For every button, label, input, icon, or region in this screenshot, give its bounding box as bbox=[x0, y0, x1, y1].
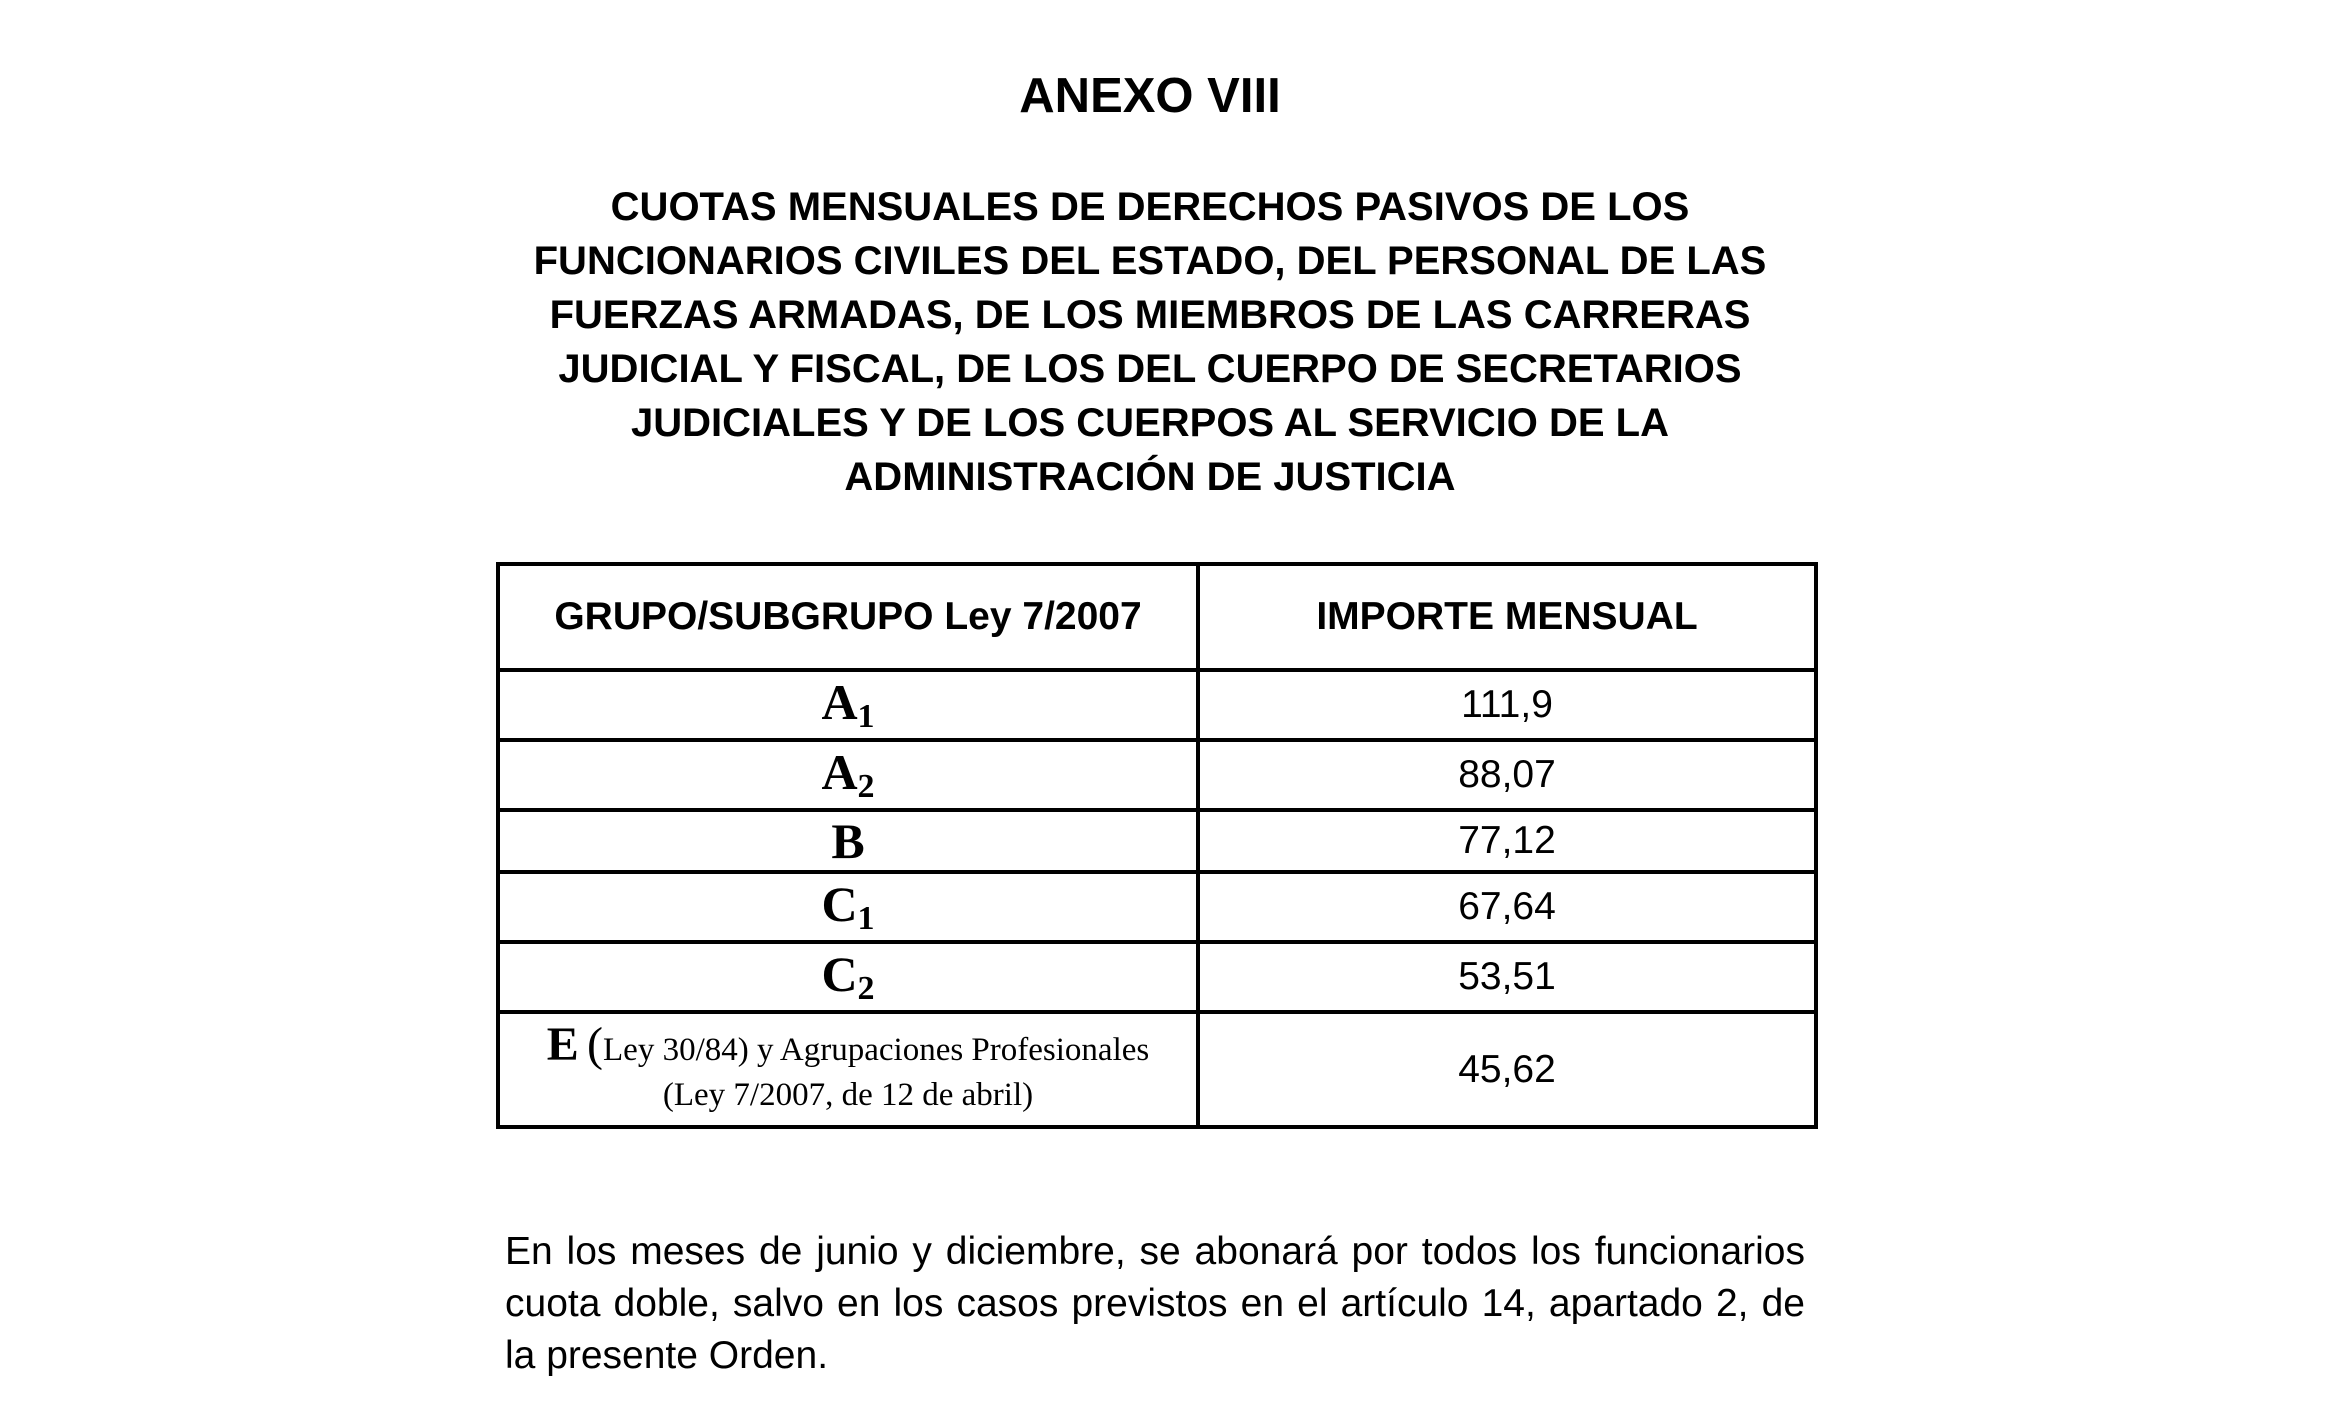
group-letter: C bbox=[821, 875, 858, 932]
group-cell bbox=[498, 1012, 1198, 1127]
table-header-row bbox=[498, 564, 1816, 670]
table-row bbox=[498, 942, 1816, 1012]
subtitle-line: JUDICIAL Y FISCAL, DE LOS DEL CUERPO DE SECRETARIOS bbox=[558, 347, 1742, 391]
annex-title: ANEXO VIII bbox=[1019, 69, 1281, 123]
amount-cell: 111,9 bbox=[1198, 670, 1816, 740]
group-e-line2: (Ley 7/2007, de 12 de abril) bbox=[662, 1077, 1034, 1113]
amount-cell: 88,07 bbox=[1198, 740, 1816, 810]
table-row bbox=[498, 740, 1816, 810]
group-subscript: 2 bbox=[857, 969, 875, 1007]
group-label bbox=[821, 875, 875, 937]
amount-cell: 67,64 bbox=[1198, 872, 1816, 942]
group-letter: C bbox=[821, 945, 858, 1002]
amount-cell: 45,62 bbox=[1198, 1012, 1816, 1127]
group-cell bbox=[498, 740, 1198, 810]
group-cell bbox=[498, 810, 1198, 872]
group-e-description: Ley 30/84) y Agrupaciones Profesionales bbox=[603, 1032, 1150, 1068]
group-cell bbox=[498, 670, 1198, 740]
group-cell bbox=[498, 872, 1198, 942]
subtitle-line: ADMINISTRACIÓN DE JUSTICIA bbox=[844, 455, 1456, 499]
quota-table bbox=[496, 562, 1818, 1129]
annex-subtitle bbox=[400, 180, 1900, 504]
group-letter: B bbox=[831, 813, 865, 869]
group-label bbox=[821, 743, 875, 805]
header-amount: IMPORTE MENSUAL bbox=[1198, 564, 1816, 670]
group-letter: A bbox=[821, 673, 858, 730]
table-row bbox=[498, 670, 1816, 740]
subtitle-line: FUERZAS ARMADAS, DE LOS MIEMBROS DE LAS CARRERAS bbox=[549, 293, 1751, 337]
open-paren: ( bbox=[587, 1018, 604, 1071]
footnote-paragraph: En los meses de junio y diciembre, se abonará por todos los funcionarios cuota doble, salvo en los casos previstos en el artículo 14, apartado 2, de la presente Orden. bbox=[505, 1230, 1805, 1377]
group-letter: E bbox=[546, 1018, 579, 1071]
subtitle-line: CUOTAS MENSUALES DE DERECHOS PASIVOS DE LOS bbox=[610, 185, 1690, 229]
table-row bbox=[498, 810, 1816, 872]
group-subscript: 1 bbox=[857, 697, 875, 735]
group-e-line1 bbox=[500, 1018, 1196, 1073]
group-label bbox=[831, 813, 864, 869]
table-row bbox=[498, 872, 1816, 942]
subtitle-line: FUNCIONARIOS CIVILES DEL ESTADO, DEL PERSONAL DE LAS bbox=[533, 239, 1767, 283]
amount-cell: 77,12 bbox=[1198, 810, 1816, 872]
group-label bbox=[821, 673, 875, 735]
group-subscript: 1 bbox=[857, 899, 875, 937]
group-label bbox=[821, 945, 875, 1007]
header-group: GRUPO/SUBGRUPO Ley 7/2007 bbox=[498, 564, 1198, 670]
group-cell bbox=[498, 942, 1198, 1012]
group-subscript: 2 bbox=[857, 767, 875, 805]
subtitle-line: JUDICIALES Y DE LOS CUERPOS AL SERVICIO DE LA bbox=[631, 401, 1669, 445]
amount-cell: 53,51 bbox=[1198, 942, 1816, 1012]
table-row bbox=[498, 1012, 1816, 1127]
group-letter: A bbox=[821, 743, 858, 800]
